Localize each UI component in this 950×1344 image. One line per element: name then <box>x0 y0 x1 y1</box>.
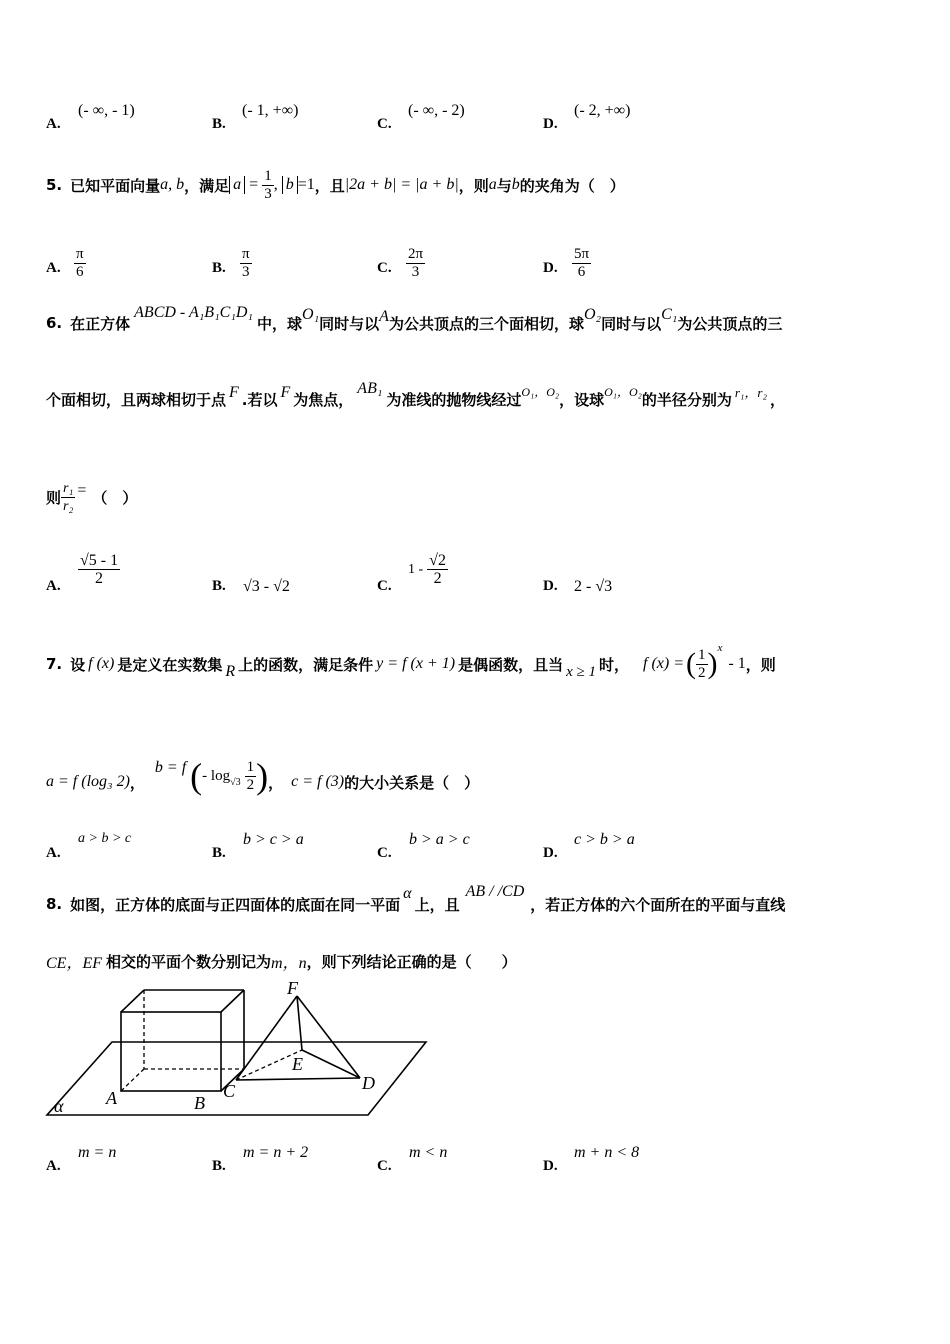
label-A: A <box>106 1088 117 1108</box>
q6-l2-text-5: ，设球 <box>559 390 605 409</box>
q6-text-2: 中，球 <box>257 314 303 333</box>
q7-b-def-log: - log <box>202 767 231 784</box>
q6-cube: ABCD - A₁B₁C₁D₁ <box>134 304 253 321</box>
q6-l2-text-4: 为准线的抛物线经过 <box>386 390 522 409</box>
tetra-edge-ed <box>302 1050 360 1078</box>
q8-option-d-label: D. <box>543 1158 558 1174</box>
q5-option-b[interactable]: $\frac{\pi}{3}$ <box>242 246 250 280</box>
q5-norm-b: b <box>282 176 298 194</box>
q8-abcd: AB / /CD <box>465 883 525 900</box>
q7-b-def-pre: b = f <box>154 759 187 776</box>
q7-text-3: 上的函数，满足条件 <box>238 655 374 674</box>
q6-option-a-label: A. <box>46 578 61 594</box>
q6-l2-text-1: 个面相切，且两球相切于点 <box>46 390 227 409</box>
q7-stem-line-2: a = f (log₃ 2) ， b = f ( - log √3 $\frac{1}{2}$ ) ， c = f (3) 的大小关系是（ ） <box>46 756 480 796</box>
q7-even: y = f (x + 1) <box>376 655 456 672</box>
q5-option-c[interactable]: $\frac{2\pi}{3}$ <box>408 246 424 280</box>
q7-option-d[interactable]: c > b > a <box>574 831 635 848</box>
q8-option-b-label: B. <box>212 1158 226 1174</box>
q6-number: 6. <box>46 314 63 332</box>
q8-option-a-label: A. <box>46 1158 61 1174</box>
q8-option-b[interactable]: m = n + 2 <box>243 1144 309 1161</box>
q6-stem-line-2 <box>46 382 785 416</box>
q5-option-c-label: C. <box>377 260 392 276</box>
q5-condition-2: |2a + b| = |a + b| <box>344 176 459 193</box>
q5-norm-a: a <box>229 176 245 194</box>
q6-stem-line-1 <box>46 306 782 340</box>
q7-text-7: 的大小关系是（ ） <box>344 773 480 792</box>
q5-norm-b-rhs: =1 <box>297 176 315 193</box>
cube-hidden-edge <box>121 1069 144 1091</box>
q7-c-def: c = f (3) <box>291 773 345 790</box>
q7-number: 7. <box>46 655 63 673</box>
q6-ratio: $\frac{\text{r₁}}{\text{r₂}}$ <box>63 480 74 514</box>
q5-var-b: b <box>511 176 520 193</box>
q6-option-b-label: B. <box>212 578 226 594</box>
q6-a: A <box>379 308 389 325</box>
q7-text-2: 是定义在实数集 <box>117 655 223 674</box>
q7-stem-line-1: 7. 设 f (x) 是定义在实数集 R 上的函数，满足条件 y = f (x + 1) 是偶函数，且当 x ≥ 1 时， f (x) = ( $\frac{1}{2}$ ) x - 1 ，则 <box>46 642 776 681</box>
q7-fx: f (x) <box>88 655 115 672</box>
q6-l3-text-2: （ ） <box>92 488 138 507</box>
q7-sep-1: ， <box>129 773 145 792</box>
q5-text-3: ，且 <box>314 176 345 195</box>
q8-figure <box>40 978 440 1120</box>
label-D: D <box>362 1073 375 1093</box>
q5-text-1: 已知平面向量 <box>70 176 161 195</box>
q7-def-lhs: f (x) = <box>643 655 684 672</box>
q5-text-2: ，满足 <box>184 176 230 195</box>
q5-text-5: 与 <box>496 176 512 195</box>
q5-option-b-label: B. <box>212 260 226 276</box>
q7-text-4: 是偶函数，且当 <box>458 655 564 674</box>
q7-text-5: 时， <box>598 655 629 674</box>
q5-option-d-label: D. <box>543 260 558 276</box>
q8-stem-line-1 <box>46 883 786 922</box>
q8-mn: m，n <box>271 954 307 972</box>
q6-f2: F <box>280 384 291 401</box>
q6-text-1: 在正方体 <box>70 314 131 333</box>
cube-front-face <box>121 1012 221 1091</box>
q7-b-def-base: √3 <box>230 776 241 788</box>
q4-option-d-label: D. <box>543 116 558 132</box>
tetra-edge-cd <box>236 1078 360 1080</box>
q6-ratio-eq: = <box>77 482 87 499</box>
q6-l2-text-6: 的半径分别为 <box>641 390 732 409</box>
label-F: F <box>287 978 298 998</box>
q4-option-b-label: B. <box>212 116 226 132</box>
q7-a-def: a = f (log₃ 2) <box>46 773 130 790</box>
q7-option-d-label: D. <box>543 845 558 861</box>
q6-f1: F <box>229 384 239 401</box>
tetra-edge-cf <box>236 996 297 1080</box>
q5-option-a-label: A. <box>46 260 61 276</box>
q6-c1: C₁ <box>661 306 678 323</box>
q6-option-c[interactable]: 1 - $\frac{√2}{2}$ <box>408 552 446 587</box>
q7-R: R <box>225 663 236 680</box>
q8-number: 8. <box>46 895 63 913</box>
tetra-edge-fd <box>297 996 360 1078</box>
q7-text-1: 设 <box>70 655 86 674</box>
q5-number: 5. <box>46 176 63 194</box>
cube-edge <box>121 990 144 1012</box>
q7-b-half: $\frac{1}{2}$ <box>246 758 255 793</box>
q5-text-4: ，则 <box>458 176 489 195</box>
q7-option-c-label: C. <box>377 845 392 861</box>
q7-option-a[interactable]: a > b > c <box>78 831 132 846</box>
label-C: C <box>223 1081 236 1101</box>
q5-var-a: a <box>488 176 497 193</box>
q6-o1o2-a: O₁，O₂ <box>521 384 560 399</box>
q5-fraction-third: $\frac{1}{3}$ <box>264 167 272 202</box>
q6-option-b[interactable]: √3 - √2 <box>243 578 290 595</box>
q6-o2: O₂ <box>583 306 602 323</box>
q4-option-c[interactable]: (- ∞, - 2) <box>408 102 465 119</box>
q8-text-1: 如图，正方体的底面与正四面体的底面在同一平面 <box>70 895 401 914</box>
q8-stem-line-2 <box>46 946 517 976</box>
q5-option-d[interactable]: $\frac{5\pi}{6}$ <box>574 246 590 280</box>
q7-option-b[interactable]: b > c > a <box>243 831 304 848</box>
q4-option-c-label: C. <box>377 116 392 132</box>
q4-option-d[interactable]: (- 2, +∞) <box>574 102 631 119</box>
q4-option-b[interactable]: (- 1, +∞) <box>242 102 299 119</box>
q7-xcond: x ≥ 1 <box>566 663 596 680</box>
q8-text-3: ，若正方体的六个面所在的平面与直线 <box>530 895 786 914</box>
q6-text-4: 为公共顶点的三个面相切，球 <box>388 314 584 333</box>
label-alpha: α <box>54 1096 64 1116</box>
q6-option-a[interactable]: $\frac{√5 - 1}{2}$ <box>80 552 119 587</box>
q7-def-exp: x <box>717 642 723 654</box>
q7-def-half: $\frac{1}{2}$ <box>698 646 706 681</box>
q5-stem: 5. 已知平面向量 a, b ，满足 a = $\frac{1}{3}$ , b =1 ，且 |2a + b| = |a + b| ，则 a 与 b 的夹角为（ ） <box>46 167 625 202</box>
q6-stem-line-3 <box>46 472 137 522</box>
q6-o1o2-b: O₁，O₂ <box>604 384 642 399</box>
q6-r1r2: r₁，r₂ <box>734 384 767 400</box>
q5-vars: a, b <box>160 176 185 193</box>
q8-text-5: ，则下列结论正确的是（ ） <box>306 952 517 971</box>
label-B: B <box>194 1093 205 1113</box>
q8-option-a[interactable]: m = n <box>78 1144 117 1161</box>
q6-l3-text-1: 则 <box>46 488 62 507</box>
q7-sep-2: ， <box>268 773 284 792</box>
q4-option-a-label: A. <box>46 116 61 132</box>
q8-option-d[interactable]: m + n < 8 <box>574 1144 640 1161</box>
q6-option-d[interactable]: 2 - √3 <box>574 578 613 595</box>
q8-alpha: α <box>403 885 412 902</box>
q6-l2-text-7: ， <box>770 390 786 409</box>
q6-l2-text-2: .若以 <box>241 390 278 409</box>
q6-text-3: 同时与以 <box>319 314 380 333</box>
q6-o1: O₁ <box>302 306 320 323</box>
q6-ab1: AB₁ <box>357 380 383 397</box>
label-E: E <box>292 1054 303 1074</box>
cube-edge <box>221 990 244 1012</box>
q4-option-a[interactable]: (- ∞, - 1) <box>78 102 135 119</box>
q5-option-a[interactable]: $\frac{\pi}{6}$ <box>76 246 84 280</box>
q8-option-c-label: C. <box>377 1158 392 1174</box>
q7-option-a-label: A. <box>46 845 61 861</box>
q8-ceef: CE，EF <box>46 954 102 972</box>
q8-text-4: 相交的平面个数分别记为 <box>106 952 272 971</box>
q6-l2-text-3: 为焦点， <box>293 390 354 409</box>
q8-text-2: 上，且 <box>414 895 460 914</box>
q6-option-d-label: D. <box>543 578 558 594</box>
q7-def-tail: - 1 <box>728 655 746 672</box>
q6-text-5: 同时与以 <box>601 314 662 333</box>
q7-option-b-label: B. <box>212 845 226 861</box>
q8-option-c[interactable]: m < n <box>409 1144 448 1161</box>
q6-text-6: 为公共顶点的三 <box>677 314 783 333</box>
q5-text-6: 的夹角为（ ） <box>519 176 625 195</box>
q7-text-6: ，则 <box>745 655 776 674</box>
q6-option-c-label: C. <box>377 578 392 594</box>
q7-option-c[interactable]: b > a > c <box>409 831 470 848</box>
